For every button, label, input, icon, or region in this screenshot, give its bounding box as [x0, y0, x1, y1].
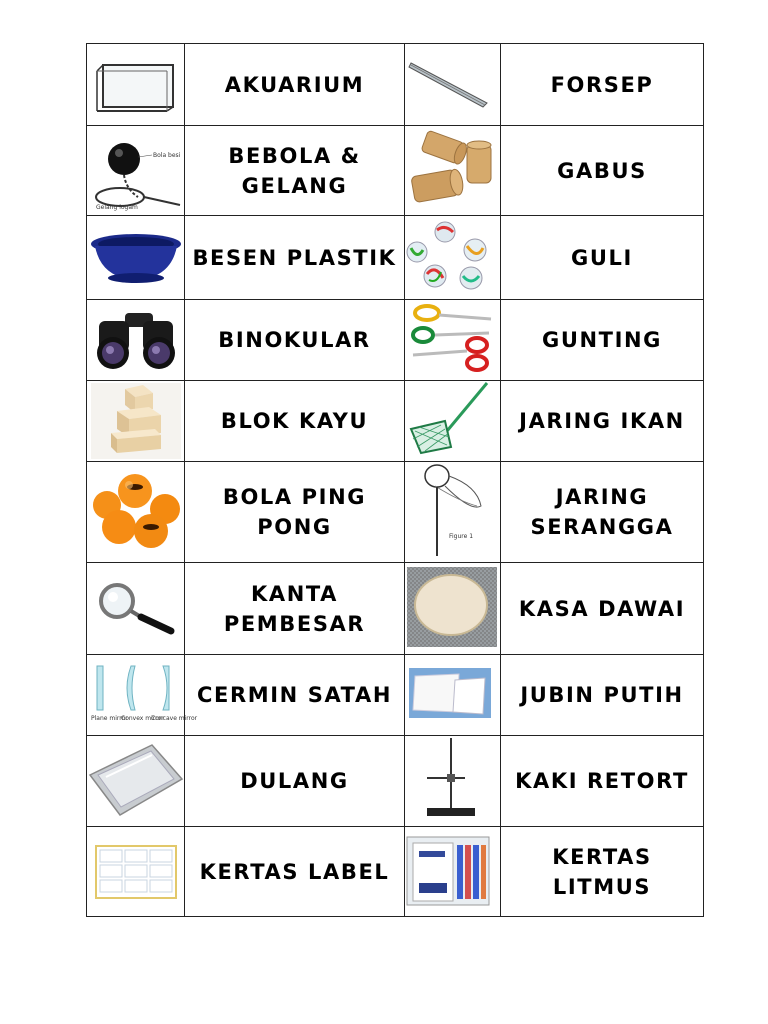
marbles-icon	[405, 220, 495, 292]
image-cell	[405, 827, 501, 917]
table-row	[87, 462, 704, 563]
item-label: KANTA PEMBESAR	[185, 563, 405, 655]
image-cell	[405, 736, 501, 827]
label-paper-icon	[94, 844, 178, 900]
magnifying-glass-icon	[91, 579, 181, 639]
item-label: GULI	[501, 216, 704, 300]
item-label: JUBIN PUTIH	[501, 655, 704, 736]
item-label: GABUS	[501, 126, 704, 216]
table-row	[87, 381, 704, 462]
table-row	[87, 827, 704, 917]
image-cell	[405, 300, 501, 381]
wooden-blocks-icon	[91, 383, 181, 459]
plastic-basin-icon	[89, 228, 183, 288]
caption-text: Plane mirror	[90, 715, 128, 722]
cork-icon	[405, 129, 495, 209]
caption-text: Concave mirror	[150, 715, 197, 722]
tray-icon	[88, 741, 184, 821]
image-cell	[405, 563, 501, 655]
image-cell	[405, 216, 501, 300]
image-cell	[405, 126, 501, 216]
item-label: KAKI RETORT	[501, 736, 704, 827]
item-label: GUNTING	[501, 300, 704, 381]
image-cell	[405, 655, 501, 736]
image-cell	[87, 381, 185, 462]
caption-text: Gelang logam	[95, 203, 138, 211]
forceps-icon	[405, 53, 491, 113]
image-cell	[405, 381, 501, 462]
table-row	[87, 44, 704, 126]
image-cell	[87, 216, 185, 300]
image-cell	[87, 827, 185, 917]
item-label: AKUARIUM	[185, 44, 405, 126]
image-cell	[87, 736, 185, 827]
litmus-paper-icon	[405, 833, 491, 907]
mirrors-icon	[89, 660, 197, 730]
ball-and-ring-icon	[90, 131, 182, 211]
ping-pong-balls-icon	[89, 473, 183, 551]
table-row	[87, 736, 704, 827]
image-cell	[87, 462, 185, 563]
item-label: BOLA PING PONG	[185, 462, 405, 563]
table-row	[87, 216, 704, 300]
item-label: JARING SERANGGA	[501, 462, 704, 563]
image-cell	[87, 44, 185, 126]
retort-stand-icon	[405, 736, 495, 822]
item-label: CERMIN SATAH	[185, 655, 405, 736]
wire-gauze-icon	[405, 565, 499, 649]
table-row	[87, 563, 704, 655]
table-row	[87, 126, 704, 216]
image-cell	[405, 44, 501, 126]
table-row	[87, 655, 704, 736]
apparatus-table	[86, 43, 704, 917]
caption-text: Convex mirror	[120, 715, 164, 722]
fish-net-icon	[405, 381, 495, 457]
item-label: BLOK KAYU	[185, 381, 405, 462]
table-row	[87, 300, 704, 381]
image-cell	[87, 563, 185, 655]
caption-text: Figure 1	[449, 533, 474, 540]
item-label: KERTAS LABEL	[185, 827, 405, 917]
item-label: JARING IKAN	[501, 381, 704, 462]
item-label: FORSEP	[501, 44, 704, 126]
white-tile-icon	[405, 666, 495, 720]
item-label: KASA DAWAI	[501, 563, 704, 655]
binoculars-icon	[91, 307, 181, 373]
image-cell	[87, 126, 185, 216]
item-label: BESEN PLASTIK	[185, 216, 405, 300]
aquarium-icon	[93, 55, 179, 115]
item-label: BINOKULAR	[185, 300, 405, 381]
item-label: BEBOLA & GELANG	[185, 126, 405, 216]
item-label: KERTAS LITMUS	[501, 827, 704, 917]
insect-net-icon	[405, 462, 495, 558]
scissors-icon	[405, 303, 495, 373]
item-label: DULANG	[185, 736, 405, 827]
image-cell	[405, 462, 501, 563]
image-cell	[87, 300, 185, 381]
image-cell	[87, 655, 197, 736]
caption-text: Bola besi	[152, 151, 180, 159]
